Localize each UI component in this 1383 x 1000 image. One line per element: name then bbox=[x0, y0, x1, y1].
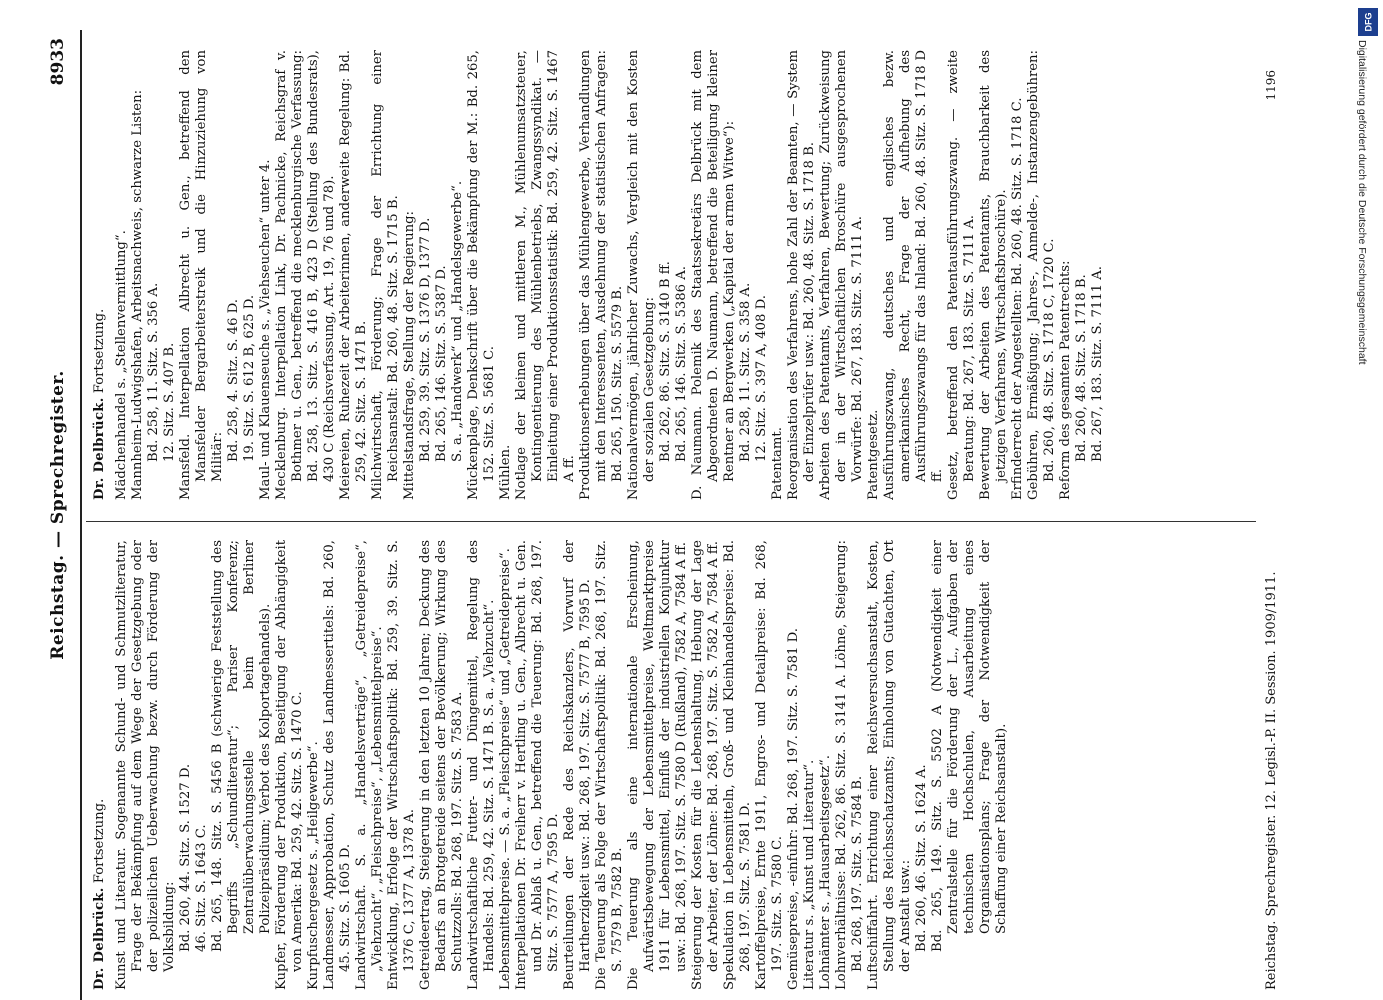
register-entry: Literatur s. „Kunst und Literatur“. bbox=[802, 759, 817, 990]
register-entry: Bd. 260, 44. Sitz. S. 1527 D. bbox=[178, 763, 193, 952]
page-footer bbox=[1260, 30, 1290, 1000]
right-entry-list bbox=[114, 50, 1106, 500]
register-entry: Kartoffelpreise, Ernte 1911, Engros- und Detailpreise: Bd. 268, 197. Sitz. S. 7580 C. bbox=[754, 540, 785, 990]
register-entry: Landmesser, Approbation, Schutz des Landmessertitels: Bd. 260, 45. Sitz. S. 1605 D. bbox=[322, 540, 353, 990]
register-entry: Mittelstandsfrage, Stellung der Regierung: bbox=[402, 211, 417, 500]
register-entry: Entwicklung, Erfolge der Wirtschaftspolitik: Bd. 259, 39. Sitz. S. 1376 C, 1377 A, 1378 A. bbox=[386, 540, 417, 990]
register-entry: D. Naumann. Polemik des Staatssekretärs Delbrück mit dem Abgeordneten D. Naumann, betreffend die Beteiligung kleiner Rentner an Bergwerken („Kapital der armen Witwe“): bbox=[690, 50, 737, 500]
register-entry: Bd. 259, 39. Sitz. S. 1376 D, 1377 D. bbox=[418, 217, 433, 462]
register-entry: Getreideertrag, Steigerung in den letzten 10 Jahren; Deckung des Bedarfs an Brotgetreide seitens der Bevölkerung; Wirkung des Schutzzolls: Bd. 268, 197. Sitz. S. 7583 A. bbox=[418, 540, 465, 990]
register-entry: 12. Sitz. S. 397 A, 408 D. bbox=[754, 295, 769, 462]
register-entry: Produktionserhebungen über das Mühlengewerbe, Verhandlungen mit den Interessenten, Ausdehnung der statistischen Anfragen: Bd. 265, 150. Sitz. S. 5579 B. bbox=[578, 50, 625, 500]
register-entry: 19. Sitz. S. 612 B, 625 D. bbox=[242, 294, 257, 462]
register-entry: Ausführungszwang, deutsches und englisches bezw. amerikanisches Recht, Frage der Aufhebung des Ausführungszwangs für das Inland: Bd. 260, 48. Sitz. S. 1718 D ff. bbox=[882, 50, 945, 500]
register-entry: Luftschiffahrt. Errichtung einer Reichsversuchsanstalt, Kosten, Stellung des Reichsschatzamts; Einholung von Gutachten, Ort der Anstalt usw.: bbox=[866, 540, 913, 990]
register-entry: Mecklenburg. Interpellation Link, Dr. Pachnicke, Reichsgraf v. Bothmer u. Gen., betreffend die mecklenburgische Verfassung: Bd. 258, 13. Sitz. S. 416 B, 423 D (Stellung des Bundesrats), 430 C (Reichsverfassung, Art. 19, 76 und 78). bbox=[274, 50, 337, 500]
footer-sheet-number: 1196 bbox=[1264, 70, 1278, 101]
register-entry: 12. Sitz. S. 407 B. bbox=[162, 342, 177, 462]
register-entry: 46. Sitz. S. 1643 C. bbox=[194, 824, 209, 952]
register-entry: Patentamt. bbox=[770, 427, 785, 500]
right-speaker-name: Dr. Delbrück. bbox=[92, 397, 107, 500]
register-entry: Kurpfuschergesetz s. „Heilgewerbe“. bbox=[306, 741, 321, 990]
register-entry: Nationalvermögen, jährlicher Zuwachs, Vergleich mit den Kosten der sozialen Gesetzgebung: bbox=[626, 50, 657, 500]
register-entry: Mückenplage, Denkschrift über die Bekämpfung der M.: Bd. 265, 152. Sitz. S. 5681 C. bbox=[466, 50, 497, 500]
left-entry-list bbox=[114, 540, 1010, 990]
running-head bbox=[40, 30, 80, 1000]
register-entry: Arbeiten des Patentamts, Verfahren, Bewertung; Zurückweisung der in der Wirtschaftlichen Broschüre ausgesprochenen Vorwürfe: Bd. 267, 183. Sitz. S. 7111 A. bbox=[818, 50, 865, 500]
register-entry: Milchwirtschaft, Förderung; Frage der Errichtung einer Reichsanstalt: Bd. 260, 48. Sitz. S. 1715 B. bbox=[370, 50, 401, 500]
register-entry: Meiereien, Ruhezeit der Arbeiterinnen, anderweite Regelung: Bd. 259, 42. Sitz. S. 1471 B. bbox=[338, 50, 369, 500]
register-entry: Bd. 265, 149. Sitz. S. 5502 A (Notwendigkeit einer Zentralstelle für die Förderung der L., Aufgaben der technischen Hochschulen, Ausarbeitung eines Organisationsplans; Frage der Notwendigkeit der Schaffung einer Reichsanstalt). bbox=[930, 540, 1009, 952]
register-entry: Gesetz, betreffend den Patentausführungszwang. — zweite Beratung: Bd. 267, 183. Sitz. S. 7111 A. bbox=[946, 50, 977, 500]
left-continuation-text: Fortsetzung. bbox=[92, 798, 107, 884]
register-entry: Bd. 265, 146. Sitz. S. 5386 A. bbox=[674, 266, 689, 462]
register-entry: Interpellationen Dr. Freiherr v. Hertling u. Gen., Albrecht u. Gen. und Dr. Ablaß u. Gen., betreffend die Teuerung: Bd. 268, 197. Sitz. S. 7577 A, 7595 D. bbox=[514, 540, 561, 990]
left-speaker-name: Dr. Delbrück. bbox=[92, 887, 107, 990]
register-entry: Bd. 258, 4. Sitz. S. 46 D. bbox=[226, 299, 241, 462]
register-entry: Gemüsepreise, -einfuhr: Bd. 268, 197. Sitz. S. 7581 D. bbox=[786, 628, 801, 990]
register-entry: Maul- und Klauenseuche s. „Viehseuchen“ unter 4. bbox=[258, 159, 273, 500]
register-entry: Gebühren, Ermäßigung; Jahres-, Anmelde-, Instanzengebühren: Bd. 260, 48. Sitz. S. 1718 C, 1720 C. bbox=[1026, 50, 1057, 500]
register-entry: Beurteilungen der Rede des Reichskanzlers, Vorwurf der Hartherzigkeit usw.: Bd. 268, 197. Sitz. S. 7577 B, 7595 D. bbox=[562, 540, 593, 990]
register-entry: Bd. 262, 86. Sitz. S. 3140 B ff. bbox=[658, 261, 673, 462]
register-entry: Bewertung der Arbeiten des Patentamts, Brauchbarkeit des jetzigen Verfahrens, Wirtschaftsbroschüre). bbox=[978, 50, 1009, 500]
register-entry: Lohnverhältnisse: Bd. 262, 86. Sitz. S. 3141 A. Löhne, Steigerung: Bd. 268, 197. Sitz. S. 7584 B. bbox=[834, 540, 865, 990]
register-entry: Notlage der kleinen und mittleren M., Mühlenumsatzsteuer, Kontingentierung des Mühlenbetriebs, Zwangssyndikat. — Einleitung einer Produktionsstatistik: Bd. 259, 42. Sitz. S. 1467 A ff. bbox=[514, 50, 577, 500]
dfg-logo-text: DFG bbox=[1363, 12, 1373, 32]
register-entry: Lohnämter s. „Hausarbeitsgesetz“. bbox=[818, 755, 833, 990]
register-entry: S. a. „Handwerk“ und „Handelsgewerbe“. bbox=[450, 180, 465, 462]
register-entry: Kunst und Literatur. Sogenannte Schund- und Schmutzliteratur, Frage der Bekämpfung auf dem Wege der Gesetzgebung oder der polizeilichen Ueberwachung bezw. durch Förderung der Volksbildung: bbox=[114, 540, 177, 990]
register-entry: Bd. 258, 11. Sitz. S. 358 A. bbox=[738, 282, 753, 462]
register-entry: Landwirtschaftliche Futter- und Düngemittel, Regelung des Handels: Bd. 259, 42. Sitz. S. 1471 B. S. a. „Viehzucht“. bbox=[466, 540, 497, 990]
left-column bbox=[92, 540, 1252, 990]
right-column bbox=[92, 50, 1252, 500]
register-entry: Mühlen. bbox=[498, 444, 513, 500]
register-entry: Patentgesetz. bbox=[866, 409, 881, 500]
register-entry: Kupfer, Förderung der Produktion, Beseitigung der Abhängigkeit von Amerika: Bd. 259, 42. Sitz. S. 1470 C. bbox=[274, 540, 305, 990]
left-continuation-label bbox=[92, 540, 108, 990]
register-entry: Reorganisation des Verfahrens, hohe Zahl der Beamten, — System der Einzelprüfer usw.: Bd. 260, 48. Sitz. S. 1718 B. bbox=[786, 50, 817, 500]
register-entry: Bd. 267, 183. Sitz. S. 7111 A. bbox=[1090, 266, 1105, 462]
register-entry: Mannheim-Ludwigshafen, Arbeitsnachweis, schwarze Listen: bbox=[130, 89, 145, 500]
register-entry: Lebensmittelpreise. — S. a. „Fleischpreise“ und „Getreidepreise“. bbox=[498, 548, 513, 990]
register-entry: Reform des gesamten Patentrechts: bbox=[1058, 260, 1073, 500]
register-entry: Mansfeld. Interpellation Albrecht u. Gen., betreffend den Mansfelder Bergarbeiterstreik und die Hinzuziehung von Militär: bbox=[178, 50, 225, 500]
register-entry: Bd. 265, 148. Sitz. S. 5456 B (schwierige Feststellung des Begriffs „Schundliteratur“; Pariser Konferenz; Zentralüberwachungsstelle beim Berliner Polizeipräsidium; Verbot des Kolportagehandels). bbox=[210, 540, 273, 952]
register-entry: Landwirtschaft. S. a. „Handelsverträge“, „Getreidepreise“, „Viehzucht“, „Fleischpreise“, „Lebensmittelpreise“. bbox=[354, 540, 385, 990]
register-entry: Erfinderrecht der Angestellten: Bd. 260, 48. Sitz. S. 1718 C. bbox=[1010, 97, 1025, 500]
footer-series-title: Reichstag. Sprechregister. 12. Legisl.-P. II. Session. 1909/1911. bbox=[1264, 571, 1279, 990]
register-entry: Bd. 260, 46. Sitz. S. 1624 A. bbox=[914, 764, 929, 952]
register-entry: Die Teuerung als Folge der Wirtschaftspolitik: Bd. 268, 197. Sitz. S. 7579 B, 7582 B. bbox=[594, 540, 625, 990]
page-number: 8933 bbox=[48, 38, 68, 86]
register-page bbox=[40, 30, 1330, 1000]
register-entry: Bd. 260, 48. Sitz. S. 1718 B. bbox=[1074, 274, 1089, 462]
register-entry: Die Teuerung als eine internationale Erscheinung, Aufwärtsbewegung der Lebensmittelpreise, Weltmarktpreise 1911 für Lebensmittel, Einfluß der industriellen Konjunktur usw.: Bd. 268, 197. Sitz. S. 7580 D (Rußland), 7582 A, 7584 A ff. bbox=[626, 540, 689, 990]
header-rule bbox=[80, 30, 82, 1000]
digitization-note: Digitalisierung gefördert durch die Deutsche Forschungsgemeinschaft bbox=[1356, 40, 1368, 365]
register-entry: Spekulation in Lebensmitteln, Groß- und Kleinhandelspreise: Bd. 268, 197. Sitz. S. 7581 D. bbox=[722, 540, 753, 990]
register-entry: Bd. 265, 146. Sitz. S. 5387 D. bbox=[434, 265, 449, 462]
dfg-logo bbox=[1358, 8, 1378, 36]
register-entry: Steigerung der Kosten für die Lebenshaltung, Hebung der Lage der Arbeiter, der Löhne: Bd. 268, 197. Sitz. S. 7582 A, 7584 A ff. bbox=[690, 540, 721, 990]
running-head-title: Reichstag. — Sprechregister. bbox=[48, 370, 68, 660]
register-entry: Bd. 258, 11. Sitz. S. 356 A. bbox=[146, 282, 161, 462]
right-continuation-label bbox=[92, 50, 108, 500]
right-continuation-text: Fortsetzung. bbox=[92, 308, 107, 394]
register-entry: Mädchenhandel s. „Stellenvermittlung“. bbox=[114, 230, 129, 500]
column-divider bbox=[86, 521, 1256, 522]
